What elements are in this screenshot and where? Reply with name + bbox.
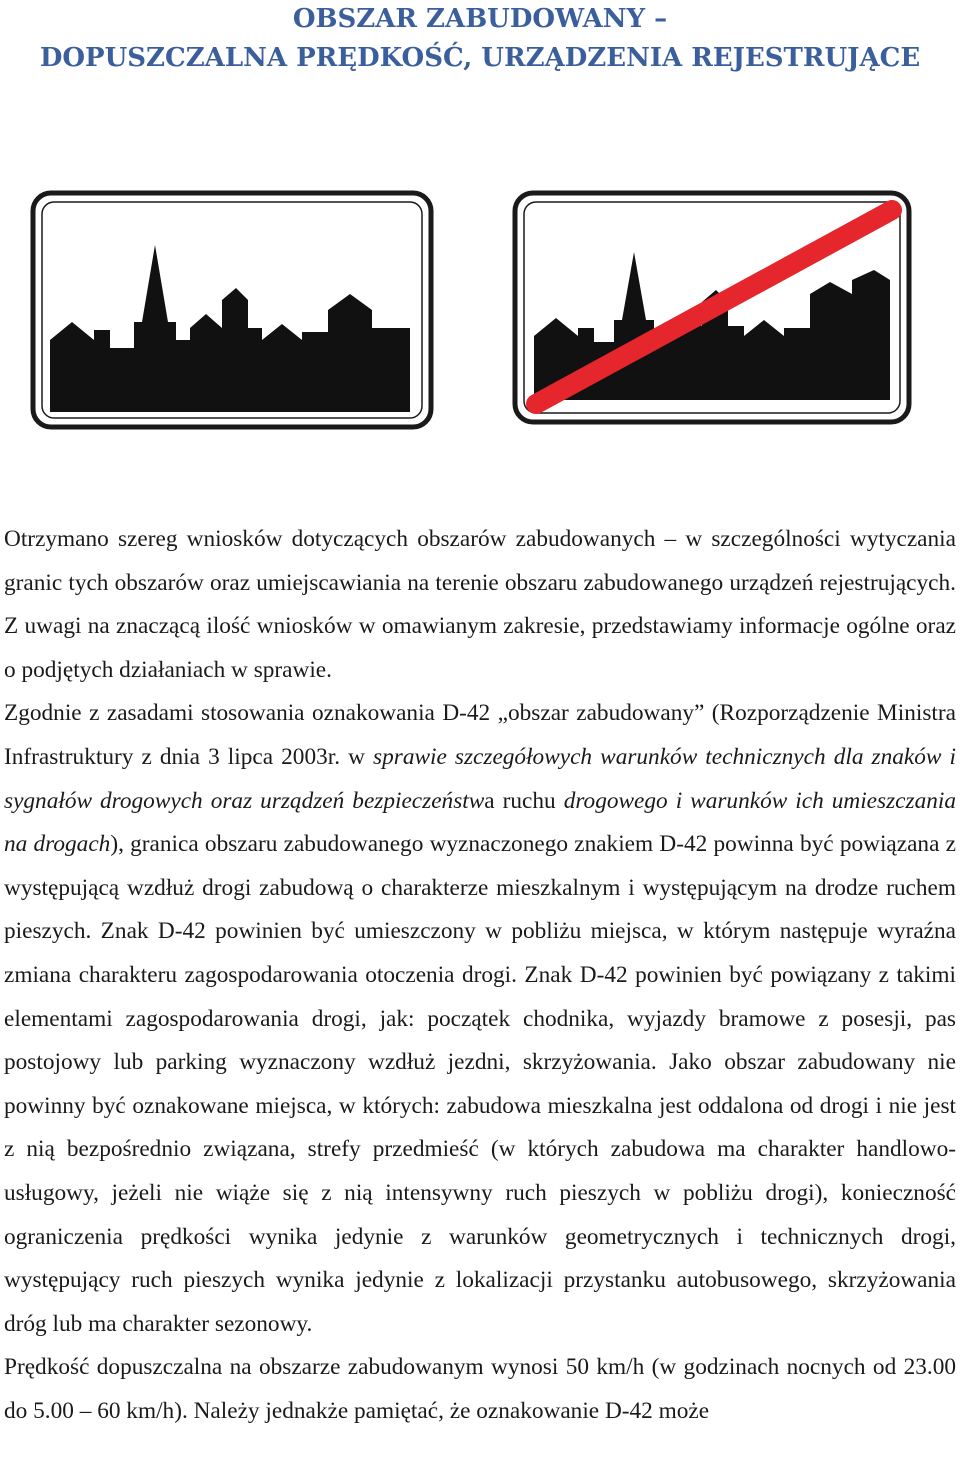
body-text: [4, 518, 956, 1433]
page-title-line-2: DOPUSZCZALNA PRĘDKOŚĆ, URZĄDZENIA REJESTRUJĄCE: [39, 43, 921, 73]
paragraph-3: Prędkość dopuszczalna na obszarze zabudowanym wynosi 50 km/h (w godzinach nocnych od 23.00 do 5.00 – 60 km/h). Należy jednakże pamiętać, że oznakowanie D-42 może: [4, 1354, 956, 1424]
built-up-area-end-sign-icon: [512, 190, 912, 425]
paragraph-2-text-a: Zgodnie z zasadami stosowania oznakowania D-42 „obszar zabudowany” (Rozporządzenie Ministra Infrastruktury z dnia 3 lipca 2003r. w: [4, 700, 956, 770]
paragraph-2-text-b: a ruchu: [484, 787, 564, 814]
regulation-title-part-2: drogowego i warunków ich umieszczania na drogach: [4, 787, 956, 858]
regulation-title-part-1: sprawie szczegółowych warunków technicznych dla znaków i sygnałów drogowych oraz urządzeń bezpieczeństw: [4, 743, 956, 814]
paragraph-1: Otrzymano szereg wniosków dotyczących obszarów zabudowanych – w szczególności wytyczania granic tych obszarów oraz umiejscawiania na terenie obszaru zabudowanego urządzeń rejestrujących. Z uwagi na znaczącą ilość wniosków w omawianym zakresie, przedstawiamy informacje ogólne oraz o podjętych działaniach w sprawie.: [4, 526, 956, 683]
built-up-area-start-sign-icon: [30, 190, 434, 430]
page-title-line-1: OBSZAR ZABUDOWANY –: [292, 4, 668, 34]
signs-figure: [0, 175, 960, 440]
paragraph-2: [4, 692, 956, 1346]
paragraph-2-text-c: ), granica obszaru zabudowanego wyznaczonego znakiem D-42 powinna być powiązana z występującą wzdłuż drogi zabudową o charakterze mieszkalnym i występującym na drodze ruchem pieszych. Znak D-42 powinien być umieszczony w pobliżu miejsca, w którym następuje wyraźna zmiana charakteru zagospodarowania otoczenia drogi. Znak D-42 powinien być powiązany z takimi elementami zagospodarowania drogi, jak: początek chodnika, wyjazdy bramowe z posesji, pas postojowy lub parking wyznaczony wzdłuż jezdni, skrzyżowania. Jako obszar zabudowany nie powinny być oznakowane miejsca, w których: zabudowa mieszkalna jest oddalona od drogi i nie jest z nią bezpośrednio związana, strefy przedmieść (w których zabudowa ma charakter handlowo-usługowy, jeżeli nie wiąże się z nią intensywny ruch pieszych w pobliżu drogi), konieczność ograniczenia prędkości wynika jedynie z warunków geometrycznych i technicznych drogi, występujący ruch pieszych wynika jedynie z lokalizacji przystanku autobusowego, skrzyżowania dróg lub ma charakter sezonowy.: [4, 831, 956, 1337]
page-title: [0, 0, 960, 78]
